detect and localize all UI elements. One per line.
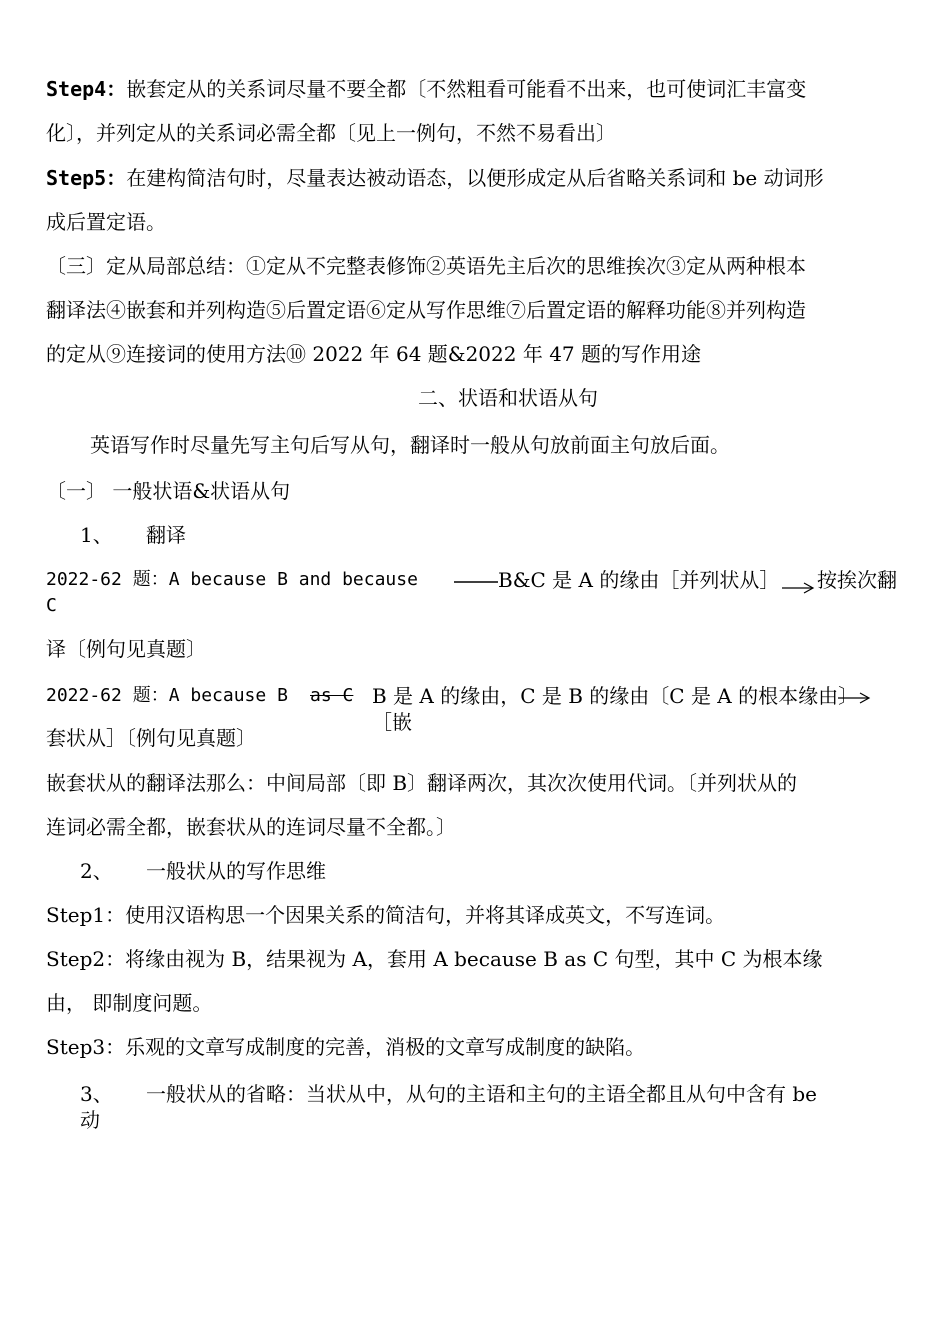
item-1-title: 翻译 (146, 523, 186, 547)
item-2-step2-line-2: 由， 即制度问题。 (46, 991, 213, 1015)
q1-prefix: 2022-62 题：A because B and because (46, 569, 418, 590)
q1-tail: 按挨次翻 (817, 568, 897, 592)
step5-line-1 (46, 164, 824, 192)
item-2-number: 2、 (80, 859, 113, 883)
item-2-title: 一般状从的写作思维 (146, 859, 326, 883)
q2-prefix: 2022-62 题：A because B (46, 685, 288, 706)
step5-text-1: 在建构简洁句时，尽量表达被动语态，以便形成定从后省略关系词和 be 动词形 (126, 166, 824, 190)
q1-dash-line (454, 580, 500, 584)
note-line-2: 连词必需全都，嵌套状从的连词尽量不全都。〕 (46, 815, 456, 839)
section-heading: 二、状语和状语从句 (418, 386, 598, 410)
summary-line-3: 的定从⑨连接词的使用方法⑩ 2022 年 64 题&2022 年 47 题的写作用途 (46, 342, 701, 366)
step5-label: Step5： (46, 166, 127, 190)
q2-strike: as C (310, 685, 354, 706)
arrow-right-icon (782, 580, 816, 596)
q1-continuation: 译〔例句见真题〕 (46, 637, 206, 661)
item-3-continuation: 动 (80, 1108, 100, 1132)
step4-label: Step4： (46, 77, 127, 101)
note-line-1: 嵌套状从的翻译法那么：中间局部〔即 B〕翻译两次，其次次使用代词。〔并列状从的 (46, 771, 798, 795)
item-3-text: 一般状从的省略：当状从中，从句的主语和主句的主语全都且从句中含有 be (146, 1082, 817, 1106)
step4-text-2: 化〕，并列定从的关系词必需全都〔见上一例句，不然不易看出〕 (46, 121, 616, 145)
item-2-step2-line-1: Step2：将缘由视为 B，结果视为 A，套用 A because B as C 句型，其中 C 为根本缘 (46, 947, 823, 971)
q2-continuation: 套状从］〔例句见真题〕 (46, 726, 256, 750)
q2-middle: B 是 A 的缘由，C 是 B 的缘由〔C 是 A 的根本缘由〕 (372, 684, 859, 708)
q1-middle: B&C 是 A 的缘由［并列状从］ (498, 568, 780, 592)
summary-line-1: 〔三〕定从局部总结：①定从不完整表修饰②英语先主后次的思维挨次③定从两种根本 (46, 254, 806, 278)
step5-text-2: 成后置定语。 (46, 210, 166, 234)
summary-line-2: 翻译法④嵌套和并列构造⑤后置定语⑥定从写作思维⑦后置定语的解释功能⑧并列构造 (46, 298, 806, 322)
item-1-number: 1、 (80, 523, 113, 547)
step4-line-1 (46, 75, 806, 103)
step4-text-1: 嵌套定从的关系词尽量不要全都〔不然粗看可能看不出来，也可使词汇丰富变 (126, 77, 807, 101)
item-3-number: 3、 (80, 1082, 113, 1106)
intro-paragraph: 英语写作时尽量先写主句后写从句，翻译时一般从句放前面主句放后面。 (90, 433, 730, 457)
item-2-step3: Step3：乐观的文章写成制度的完善，消极的文章写成制度的缺陷。 (46, 1035, 646, 1059)
subsection-1-title: 〔一〕 一般状语&状语从句 (46, 479, 291, 503)
q1-c: C (46, 595, 57, 616)
arrow-right-icon (838, 690, 872, 706)
q2-bracket: ［嵌 (372, 710, 412, 734)
item-2-step1: Step1：使用汉语构思一个因果关系的简洁句，并将其译成英文，不写连词。 (46, 903, 726, 927)
